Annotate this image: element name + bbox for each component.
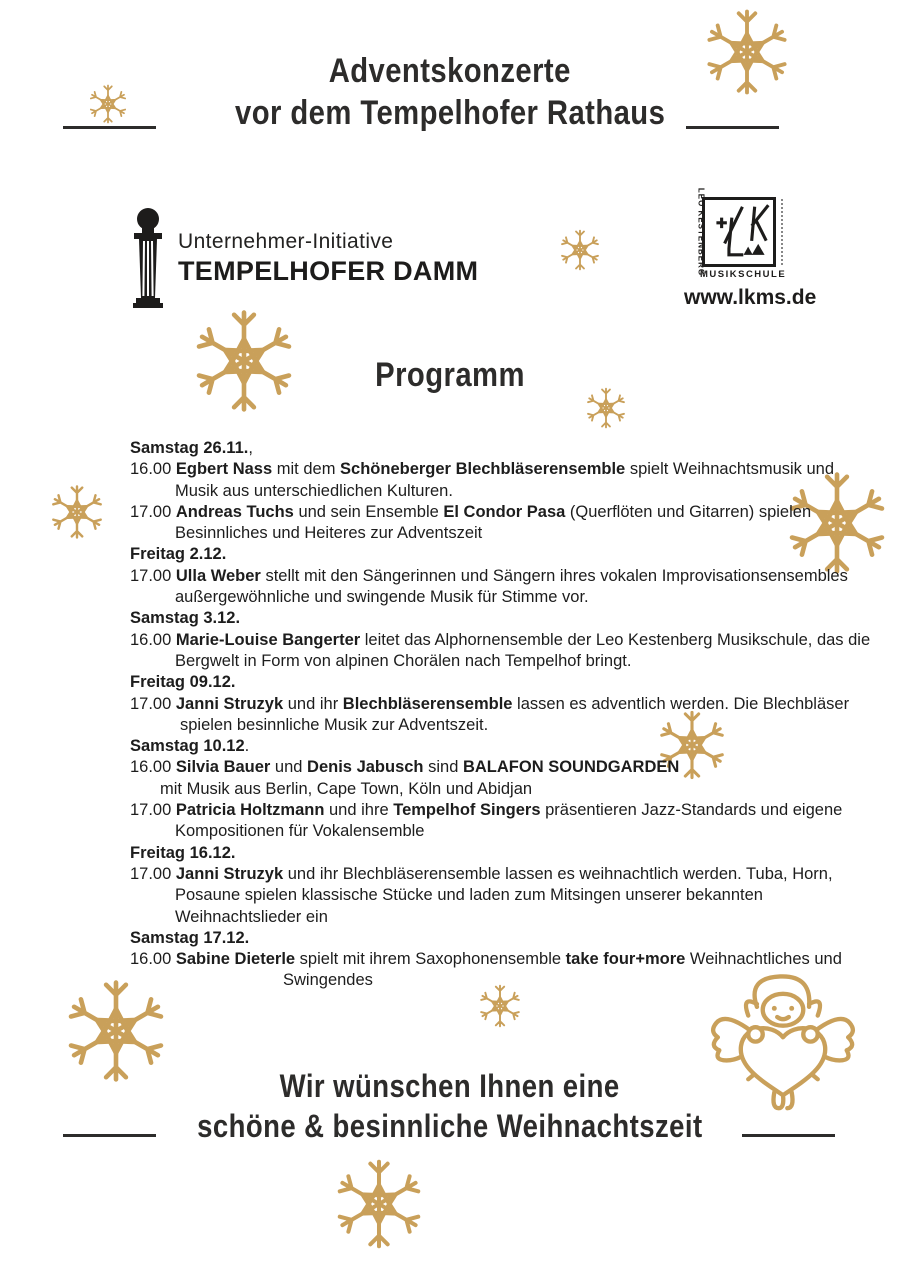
lk-side-text bbox=[781, 199, 785, 265]
organizer-name-line-1: Unternehmer-Initiative bbox=[178, 230, 394, 253]
program-line: Kompositionen für Vokalensemble bbox=[175, 822, 425, 841]
program-line: 17.00 Ulla Weber stellt mit den Sängerinnen und Sängern ihres vokalen Improvisationsensembles bbox=[130, 566, 848, 585]
organizer-name-line-2: TEMPELHOFER DAMM bbox=[178, 256, 479, 286]
program-line: mit Musik aus Berlin, Cape Town, Köln und Abidjan bbox=[160, 779, 533, 798]
page-title-line-2: vor dem Tempelhofer Rathaus bbox=[234, 94, 666, 132]
lk-school-label: MUSIKSCHULE bbox=[700, 269, 787, 280]
program-line: Samstag 17.12. bbox=[130, 928, 250, 947]
footer-message-line-1: Wir wünschen Ihnen eine bbox=[280, 1068, 620, 1104]
lk-vertical-name: LEO KESTENBERG bbox=[696, 187, 706, 277]
program-heading: Programm bbox=[375, 356, 525, 394]
program-line: außergewöhnliche und swingende Musik für Stimme vor. bbox=[175, 588, 589, 607]
program-line: Swingendes bbox=[283, 971, 373, 990]
program-line: Musik aus unterschiedlichen Kulturen. bbox=[175, 481, 453, 500]
program-line: spielen besinnliche Musik zur Adventszeit. bbox=[180, 715, 489, 734]
header-rule-left bbox=[63, 126, 156, 129]
program-line: Samstag 10.12. bbox=[130, 737, 250, 756]
program-line: Samstag 26.11., bbox=[130, 439, 253, 457]
program-line: 17.00 Patricia Holtzmann und ihre Tempelhof Singers präsentieren Jazz-Standards und eigene bbox=[130, 801, 843, 820]
program-line: Bergwelt in Form von alpinen Chorälen nach Tempelhof bringt. bbox=[175, 651, 632, 670]
program-line: 17.00 Janni Struzyk und ihr Blechbläserensemble lassen es adventlich werden. Die Blechbläser bbox=[130, 694, 850, 713]
program-line: Besinnliches und Heiteres zur Adventszeit bbox=[175, 524, 483, 543]
program-line: Freitag 16.12. bbox=[130, 843, 236, 862]
program-line: 16.00 Sabine Dieterle spielt mit ihrem Saxophonensemble take four+more Weihnachtliches und bbox=[130, 950, 842, 969]
program-lines bbox=[130, 438, 875, 992]
tempelhof-tower-icon bbox=[128, 206, 168, 310]
program-line: 16.00 Silvia Bauer und Denis Jabusch sind BALAFON SOUNDGARDEN bbox=[130, 758, 680, 777]
program-line: 16.00 Egbert Nass mit dem Schöneberger Blechbläserensemble spielt Weihnachtsmusik und bbox=[130, 460, 835, 479]
program-line: Samstag 3.12. bbox=[130, 609, 241, 628]
program-line: Freitag 09.12. bbox=[130, 673, 236, 692]
lk-website: www.lkms.de bbox=[684, 286, 817, 309]
footer-message-line-2: schöne & besinnliche Weihnachtszeit bbox=[197, 1108, 703, 1144]
page-title-line-1: Adventskonzerte bbox=[328, 52, 572, 90]
footer-rule-left bbox=[63, 1134, 156, 1137]
program-line: 16.00 Marie-Louise Bangerter leitet das Alphornensemble der Leo Kestenberg Musikschule, das die bbox=[130, 630, 871, 649]
lk-logo bbox=[702, 197, 776, 267]
lk-monogram-icon bbox=[705, 200, 773, 264]
footer-rule-right bbox=[742, 1134, 835, 1137]
program-line: Posaune spielen klassische Stücke und laden zum Mitsingen unserer bekannten bbox=[175, 886, 763, 905]
header-rule-right bbox=[686, 126, 779, 129]
program-line: 17.00 Janni Struzyk und ihr Blechbläserensemble lassen es weihnachtlich werden. Tuba, Horn, bbox=[130, 864, 833, 883]
program-line: 17.00 Andreas Tuchs und sein Ensemble El Condor Pasa (Querflöten und Gitarren) spielen bbox=[130, 502, 812, 521]
program-line: Weihnachtslieder ein bbox=[175, 907, 328, 926]
program-line: Freitag 2.12. bbox=[130, 545, 227, 564]
